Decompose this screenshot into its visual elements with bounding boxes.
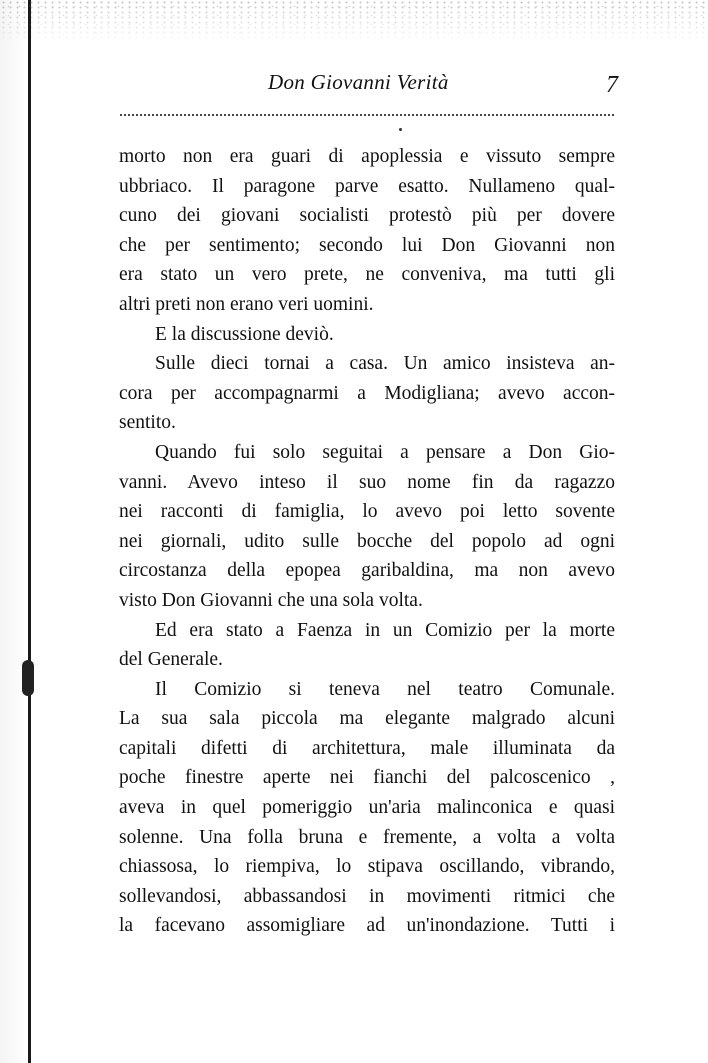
text-line: Il Comizio si teneva nel teatro Comunale. — [155, 678, 615, 700]
text-line: poche finestre aperte nei fianchi del palcoscenico , — [119, 767, 615, 789]
running-title: Don Giovanni Verità — [268, 70, 449, 94]
text-line: E la discussione deviò. — [155, 323, 334, 345]
header-rule — [120, 114, 614, 116]
text-line: Quando fui solo seguitai a pensare a Don Gio- — [155, 441, 615, 463]
text-line: Ed era stato a Faenza in un Comizio per la morte — [155, 619, 615, 641]
text-line: vanni. Avevo inteso il suo nome fin da ragazzo — [119, 471, 615, 493]
text-line: morto non era guari di apoplessia e vissuto sempre — [119, 146, 615, 167]
scan-noise — [0, 0, 708, 44]
text-line: chiassosa, lo riempiva, lo stipava oscillando, vibrando, — [119, 856, 615, 878]
text-line: che per sentimento; secondo lui Don Giovanni non — [119, 234, 615, 256]
binding-edge — [28, 0, 31, 1063]
text-line: nei racconti di famiglia, lo avevo poi letto sovente — [119, 501, 615, 523]
text-line: cuno dei giovani socialisti protestò più per dovere — [119, 205, 615, 227]
text-line: Sulle dieci tornai a casa. Un amico insisteva an- — [155, 353, 615, 375]
text-line: sentito. — [119, 412, 176, 434]
text-line: sollevandosi, abbassandosi in movimenti ritmici che — [119, 885, 615, 907]
binding-shadow — [0, 0, 28, 1063]
text-line: del Generale. — [119, 649, 223, 671]
binding-mark — [22, 660, 34, 696]
text-line: cora per accompagnarmi a Modigliana; avevo accon- — [119, 382, 615, 404]
text-line: nei giornali, udito sulle bocche del popolo ad ogni — [119, 530, 615, 552]
text-line: visto Don Giovanni che una sola volta. — [119, 589, 423, 611]
text-line: solenne. Una folla bruna e fremente, a volta a volta — [119, 826, 615, 848]
text-line: circostanza della epopea garibaldina, ma non avevo — [119, 560, 615, 582]
text-line: la facevano assomigliare ad un'inondazione. Tutti i — [119, 915, 615, 937]
text-line: aveva in quel pomeriggio un'aria malinconica e quasi — [119, 797, 615, 819]
text-line: altri preti non erano veri uomini. — [119, 293, 374, 315]
running-head — [118, 64, 618, 104]
text-line: capitali difetti di architettura, male illuminata da — [119, 737, 615, 759]
page-number: 7 — [606, 72, 618, 98]
text-line: era stato un vero prete, ne conveniva, ma tutti gli — [119, 264, 615, 286]
text-line: La sua sala piccola ma elegante malgrado alcuni — [119, 708, 615, 730]
text-line: ubbriaco. Il paragone parve esatto. Nullameno qual- — [119, 175, 615, 197]
body-text — [119, 142, 615, 941]
ornament-dot — [399, 128, 402, 131]
